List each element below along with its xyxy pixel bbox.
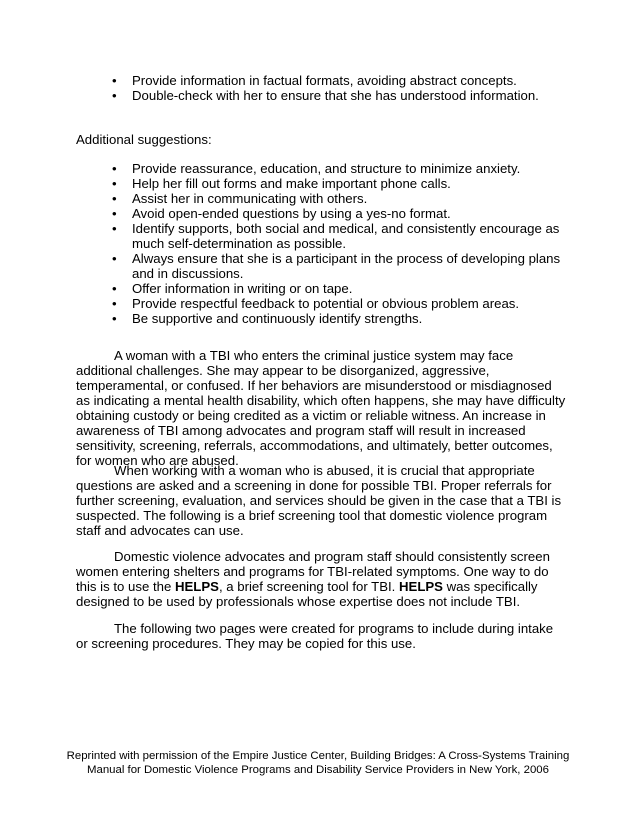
list-item — [112, 73, 582, 88]
bullet-icon: • — [112, 311, 117, 326]
list-item-text: Help her fill out forms and make important phone calls. — [132, 176, 451, 191]
bullet-icon: • — [112, 251, 117, 266]
list-item-text: Double-check with her to ensure that she has understood information. — [132, 88, 539, 103]
list-item — [112, 191, 582, 206]
bullet-icon: • — [112, 296, 117, 311]
list-item — [112, 161, 582, 176]
bullet-icon: • — [112, 161, 117, 176]
bullet-list-top — [112, 73, 582, 103]
list-item — [112, 296, 582, 311]
paragraph-text: was specifically designed to be used by professionals whose expertise does not include TBI. — [76, 579, 538, 609]
list-item — [112, 206, 582, 221]
list-item — [112, 281, 582, 296]
list-item-text: Assist her in communicating with others. — [132, 191, 368, 206]
helps-term: HELPS — [399, 579, 443, 594]
bullet-icon: • — [112, 191, 117, 206]
list-item — [112, 251, 582, 281]
list-item — [112, 221, 582, 251]
paragraph-text: , a brief screening tool for TBI. — [218, 579, 400, 594]
list-item — [112, 88, 582, 103]
footer-citation — [60, 749, 576, 777]
list-item-text: Offer information in writing or on tape. — [132, 281, 353, 296]
list-item-text: Be supportive and continuously identify strengths. — [132, 311, 423, 326]
list-item-text: Provide reassurance, education, and structure to minimize anxiety. — [132, 161, 521, 176]
list-item-text: Identify supports, both social and medical, and consistently encourage as much self-determination as possible. — [132, 221, 560, 251]
paragraph-screening: When working with a woman who is abused, it is crucial that appropriate questions are asked and a screening in done for possible TBI. Proper referrals for further screening, evaluation, and services should be given in the case that a TBI is suspected. The following is a brief screening tool that domestic violence program staff and advocates can use. — [76, 463, 562, 538]
bullet-list-suggestions — [112, 161, 582, 326]
suggestions-heading: Additional suggestions: — [76, 132, 212, 147]
footer-line-2: Manual for Domestic Violence Programs and Disability Service Providers in New York, 2006 — [87, 764, 549, 776]
footer-line-1: Reprinted with permission of the Empire Justice Center, Building Bridges: A Cross-Systems Training — [66, 750, 570, 762]
bullet-icon: • — [112, 206, 117, 221]
list-item — [112, 176, 582, 191]
bullet-icon: • — [112, 221, 117, 236]
paragraph-text: Domestic violence advocates and program staff should consistently screen women entering shelters and programs for TBI-related symptoms. One way to do this is to use the — [76, 549, 550, 594]
paragraph-tbi-criminal-justice: A woman with a TBI who enters the criminal justice system may face additional challenges. She may appear to be disorganized, aggressive, temperamental, or confused. If her behaviors are misunderstood or misdiagnosed as indicating a mental health disability, which often happens, she may have difficulty obtaining custody or being credited as a victim or reliable witness. An increase in awareness of TBI among advocates and program staff will result in increased sensitivity, screening, referrals, accommodations, and ultimately, better outcomes, for women who are abused. — [76, 348, 566, 468]
bullet-icon: • — [112, 88, 117, 103]
paragraph-following-pages: The following two pages were created for programs to include during intake or screening procedures. They may be copied for this use. — [76, 621, 554, 651]
list-item-text: Provide respectful feedback to potential or obvious problem areas. — [132, 296, 520, 311]
list-item-text: Always ensure that she is a participant in the process of developing plans and in discussions. — [132, 251, 561, 281]
helps-term: HELPS — [174, 579, 219, 594]
bullet-icon: • — [112, 281, 117, 296]
list-item — [112, 311, 582, 326]
list-item-text: Provide information in factual formats, avoiding abstract concepts. — [132, 73, 517, 88]
bullet-icon: • — [112, 73, 117, 88]
bullet-icon: • — [112, 176, 117, 191]
paragraph-helps-tool — [76, 549, 566, 609]
list-item-text: Avoid open-ended questions by using a yes-no format. — [132, 206, 451, 221]
